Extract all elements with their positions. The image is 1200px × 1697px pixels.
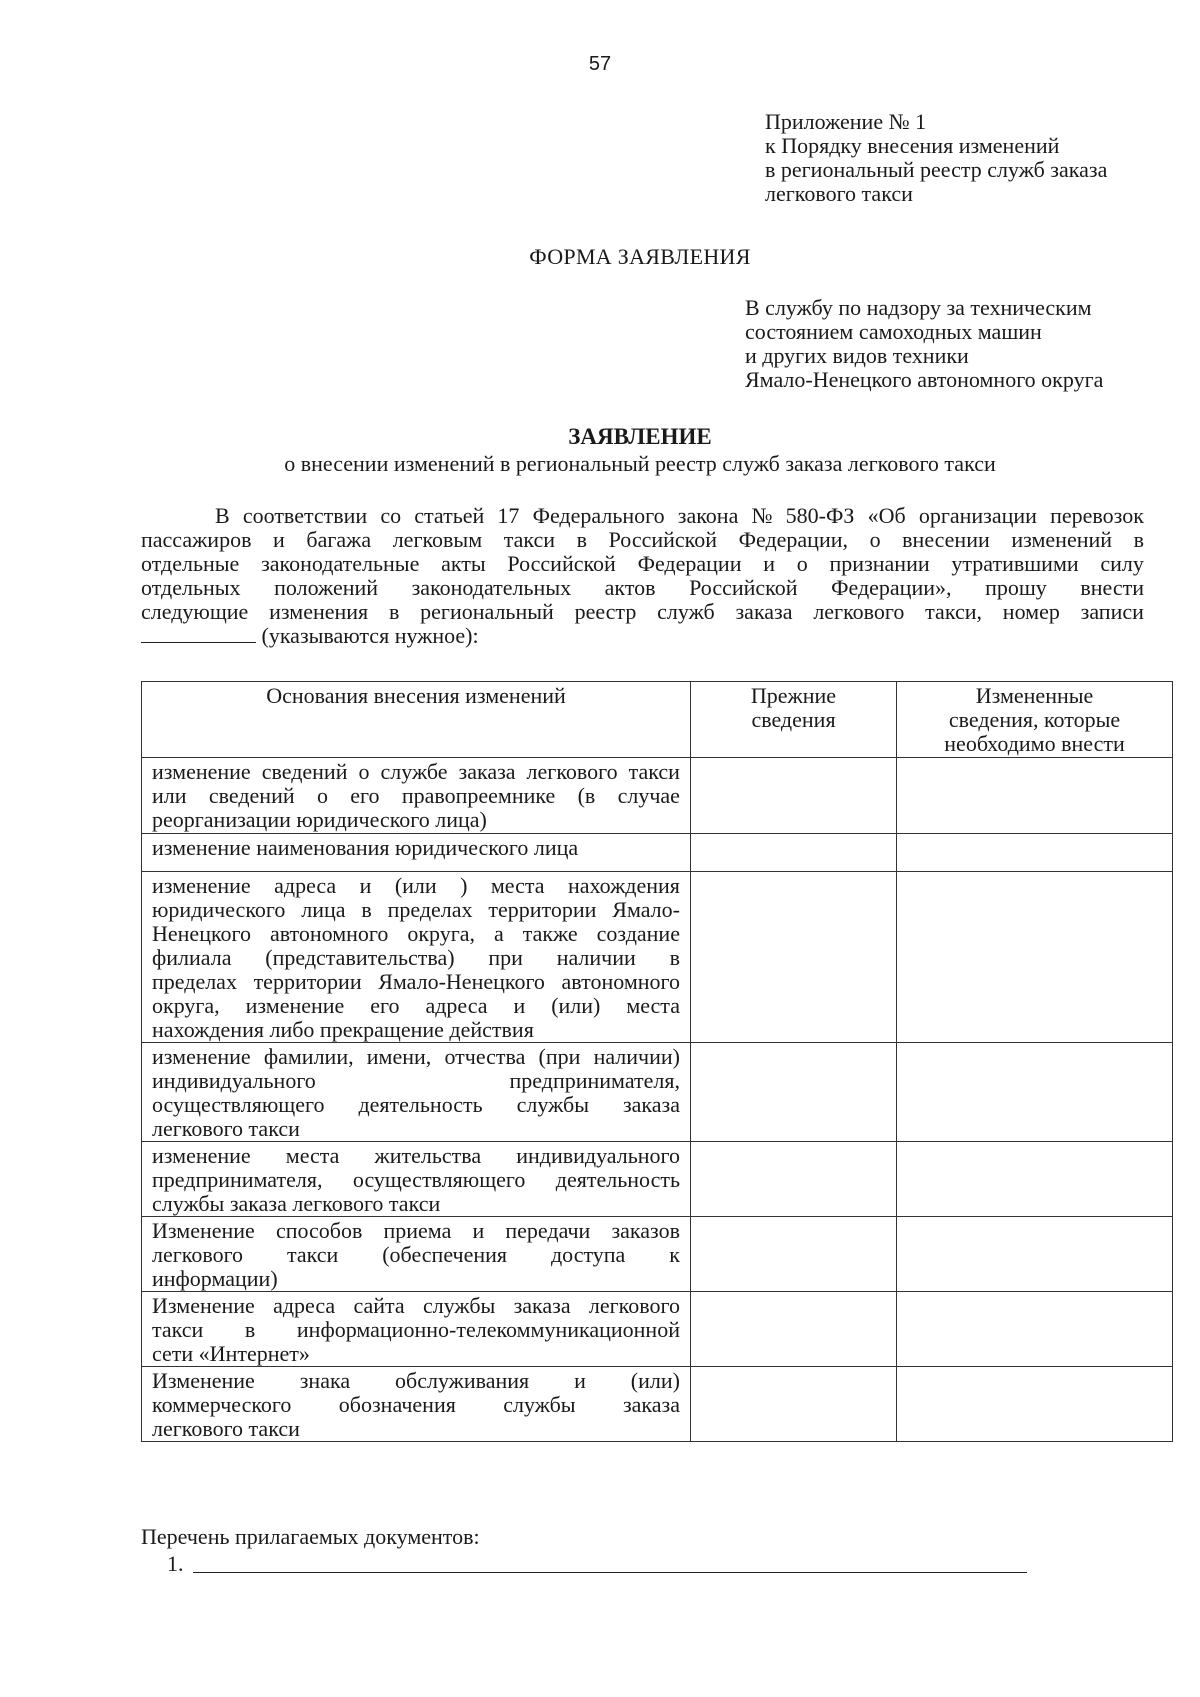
recipient-line: состоянием самоходных машин bbox=[745, 319, 1042, 344]
reason-line: предпринимателя, осуществляющего деятельность bbox=[152, 1167, 680, 1192]
row-previous-value[interactable] bbox=[691, 1367, 897, 1442]
reason-line: округа, изменение его адреса и (или) места bbox=[152, 993, 680, 1018]
attachment-input-line[interactable] bbox=[193, 1552, 1027, 1573]
reason-line: осуществляющего деятельность службы заказа bbox=[152, 1092, 680, 1117]
intro-line: В соответствии со статьей 17 Федерального закона № 580-ФЗ «Об организации перевозок bbox=[215, 503, 1144, 528]
table-row bbox=[142, 758, 1173, 834]
reason-line: изменение сведений о службе заказа легкового такси bbox=[152, 759, 680, 784]
row-previous-value[interactable] bbox=[691, 872, 897, 1043]
document-subtitle: о внесении изменений в региональный реестр служб заказа легкового такси bbox=[284, 451, 996, 476]
row-reason bbox=[142, 1292, 691, 1367]
reason-line: информации) bbox=[152, 1266, 278, 1291]
reason-line: такси в информационно-телекоммуникационной bbox=[152, 1317, 680, 1342]
header-previous-line: сведения bbox=[751, 707, 836, 732]
row-changed-value[interactable] bbox=[897, 758, 1173, 834]
header-previous-line: Прежние bbox=[750, 683, 837, 708]
header-previous bbox=[691, 682, 897, 758]
appendix-block bbox=[765, 110, 1185, 206]
row-changed-value[interactable] bbox=[897, 1292, 1173, 1367]
intro-suffix: (указываются нужное): bbox=[261, 623, 479, 648]
row-reason bbox=[142, 1043, 691, 1142]
row-reason bbox=[142, 1367, 691, 1442]
recipient-line: и других видов техники bbox=[745, 343, 969, 368]
reason-line: филиала (представительства) при наличии в bbox=[152, 945, 680, 970]
row-previous-value[interactable] bbox=[691, 1292, 897, 1367]
table-header-row bbox=[142, 682, 1173, 758]
intro-line bbox=[141, 624, 1144, 648]
attachments-title: Перечень прилагаемых документов: bbox=[141, 1524, 480, 1549]
row-changed-value[interactable] bbox=[897, 1142, 1173, 1217]
appendix-line: легкового такси bbox=[765, 181, 913, 206]
reason-line: Изменение знака обслуживания и (или) bbox=[152, 1368, 680, 1393]
attachment-number: 1. bbox=[167, 1551, 184, 1576]
reason-line: коммерческого обозначения службы заказа bbox=[152, 1392, 680, 1417]
reason-line: изменение места жительства индивидуального bbox=[152, 1143, 680, 1168]
reason-line: нахождения либо прекращение действия bbox=[152, 1017, 534, 1042]
row-changed-value[interactable] bbox=[897, 1043, 1173, 1142]
appendix-line: Приложение № 1 bbox=[765, 109, 927, 134]
table-row bbox=[142, 1043, 1173, 1142]
row-reason bbox=[142, 1142, 691, 1217]
reason-line: сети «Интернет» bbox=[152, 1341, 310, 1366]
reason-line: изменение фамилии, имени, отчества (при наличии) bbox=[152, 1044, 680, 1069]
row-changed-value[interactable] bbox=[897, 1217, 1173, 1292]
reason-line: Изменение адреса сайта службы заказа легкового bbox=[152, 1293, 680, 1318]
attachment-item bbox=[167, 1552, 1027, 1576]
header-changed bbox=[897, 682, 1173, 758]
page-number: 57 bbox=[588, 53, 612, 75]
changes-table bbox=[141, 681, 1173, 1442]
document-title: ЗАЯВЛЕНИЕ bbox=[568, 424, 712, 449]
recipient-line: Ямало-Ненецкого автономного округа bbox=[745, 367, 1104, 392]
record-number-field[interactable] bbox=[141, 624, 256, 643]
row-previous-value[interactable] bbox=[691, 834, 897, 872]
row-changed-value[interactable] bbox=[897, 872, 1173, 1043]
reason-line: изменение наименования юридического лица bbox=[152, 835, 579, 860]
reason-line: легкового такси bbox=[152, 1116, 300, 1141]
row-previous-value[interactable] bbox=[691, 758, 897, 834]
intro-line: отдельных положений законодательных актов Российской Федерации», прошу внести bbox=[141, 575, 1144, 600]
reason-line: реорганизации юридического лица) bbox=[152, 807, 487, 832]
reason-line: Ненецкого автономного округа, а также создание bbox=[152, 921, 680, 946]
header-changed-line: необходимо внести bbox=[944, 731, 1125, 756]
table-row bbox=[142, 1367, 1173, 1442]
row-reason bbox=[142, 834, 691, 872]
header-changed-line: Измененные bbox=[975, 683, 1094, 708]
reason-line: изменение адреса и (или ) места нахождения bbox=[152, 873, 680, 898]
table-row bbox=[142, 1292, 1173, 1367]
row-changed-value[interactable] bbox=[897, 834, 1173, 872]
reason-line: службы заказа легкового такси bbox=[152, 1191, 441, 1216]
recipient-line: В службу по надзору за техническим bbox=[745, 295, 1092, 320]
appendix-line: в региональный реестр служб заказа bbox=[765, 157, 1108, 182]
table-row bbox=[142, 872, 1173, 1043]
row-changed-value[interactable] bbox=[897, 1367, 1173, 1442]
appendix-line: к Порядку внесения изменений bbox=[765, 133, 1060, 158]
header-reason bbox=[142, 682, 691, 758]
header-reason-label: Основания внесения изменений bbox=[266, 683, 566, 708]
reason-line: или сведений о его правопреемнике (в случае bbox=[152, 783, 680, 808]
recipient-block bbox=[745, 296, 1165, 392]
reason-line: Изменение способов приема и передачи заказов bbox=[152, 1218, 680, 1243]
table-row bbox=[142, 1142, 1173, 1217]
row-previous-value[interactable] bbox=[691, 1043, 897, 1142]
table-body bbox=[142, 758, 1173, 1442]
row-reason bbox=[142, 1217, 691, 1292]
row-reason bbox=[142, 872, 691, 1043]
row-reason bbox=[142, 758, 691, 834]
table-row bbox=[142, 1217, 1173, 1292]
table-row bbox=[142, 834, 1173, 872]
header-changed-line: сведения, которые bbox=[948, 707, 1121, 732]
reason-line: пределах территории Ямало-Ненецкого автономного bbox=[152, 969, 680, 994]
form-title: ФОРМА ЗАЯВЛЕНИЯ bbox=[529, 244, 751, 269]
intro-line: следующие изменения в региональный реестр служб заказа легкового такси, номер записи bbox=[141, 599, 1144, 624]
intro-line: пассажиров и багажа легковым такси в Российской Федерации, о внесении изменений в bbox=[141, 527, 1144, 552]
row-previous-value[interactable] bbox=[691, 1142, 897, 1217]
reason-line: индивидуального предпринимателя, bbox=[152, 1068, 680, 1093]
intro-line: отдельные законодательные акты Российской Федерации и о признании утратившими силу bbox=[141, 551, 1144, 576]
row-previous-value[interactable] bbox=[691, 1217, 897, 1292]
reason-line: легкового такси bbox=[152, 1416, 300, 1441]
intro-paragraph bbox=[141, 504, 1144, 648]
reason-line: легкового такси (обеспечения доступа к bbox=[152, 1242, 680, 1267]
reason-line: юридического лица в пределах территории Ямало- bbox=[152, 897, 680, 922]
